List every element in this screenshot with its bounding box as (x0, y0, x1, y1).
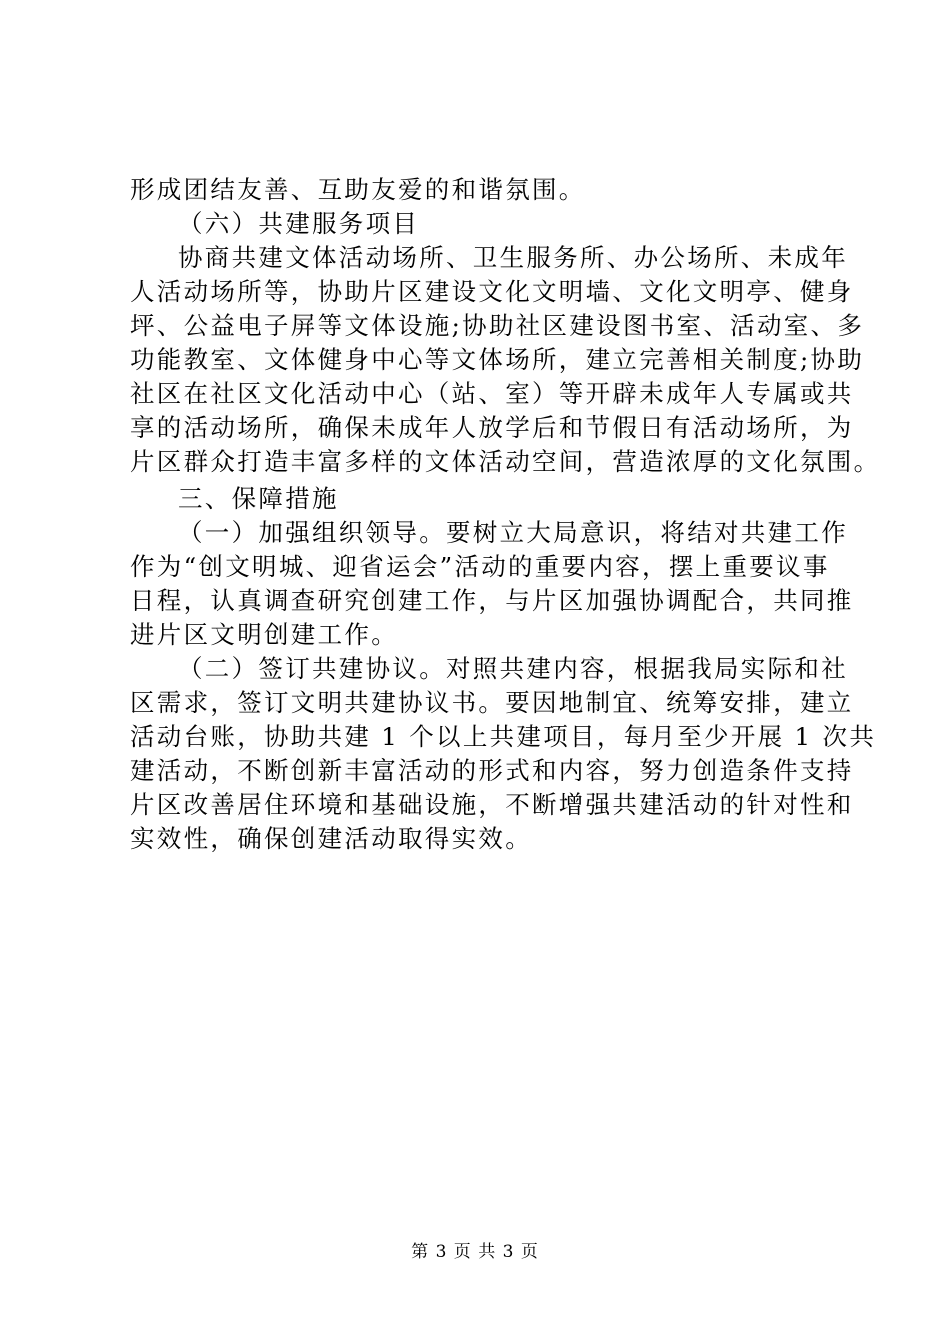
paragraph-line: 形成团结友善、互助友爱的和谐氛围。 (130, 175, 586, 204)
paragraph-line: 实效性，确保创建活动取得实效。 (130, 824, 532, 853)
paragraph-line: （二）签订共建协议。对照共建内容，根据我局实际和社 (178, 654, 848, 683)
paragraph-line: 坪、公益电子屏等文体设施;协助社区建设图书室、活动室、多 (130, 311, 865, 340)
paragraph-line: 日程，认真调查研究创建工作，与片区加强协调配合，共同推 (130, 586, 854, 615)
section-heading-six: （六）共建服务项目 (178, 209, 420, 238)
paragraph-line: 社区在社区文化活动中心（站、室）等开辟未成年人专属或共 (130, 379, 854, 408)
paragraph-line: 协商共建文体活动场所、卫生服务所、办公场所、未成年 (178, 243, 848, 272)
page-footer: 第 3 页 共 3 页 (411, 1242, 539, 1262)
paragraph-line: 享的活动场所，确保未成年人放学后和节假日有活动场所，为 (130, 413, 854, 442)
paragraph-line: 建活动，不断创新丰富活动的形式和内容，努力创造条件支持 (130, 756, 854, 785)
paragraph-line: 活动台账，协助共建 1 个以上共建项目，每月至少开展 1 次共 (130, 722, 877, 751)
paragraph-line: 功能教室、文体健身中心等文体场所，建立完善相关制度;协助 (130, 345, 865, 374)
paragraph-line: 作为“创文明城、迎省运会”活动的重要内容，摆上重要议事 (130, 552, 830, 581)
paragraph-line: 进片区文明创建工作。 (130, 620, 398, 649)
paragraph-line: （一）加强组织领导。要树立大局意识，将结对共建工作 (178, 518, 848, 547)
section-heading-three: 三、保障措施 (178, 484, 339, 513)
paragraph-line: 人活动场所等，协助片区建设文化文明墙、文化文明亭、健身 (130, 277, 854, 306)
paragraph-line: 片区改善居住环境和基础设施，不断增强共建活动的针对性和 (130, 790, 854, 819)
paragraph-line: 区需求，签订文明共建协议书。要因地制宜、统筹安排，建立 (130, 688, 854, 717)
paragraph-line: 片区群众打造丰富多样的文体活动空间，营造浓厚的文化氛围。 (130, 447, 881, 476)
